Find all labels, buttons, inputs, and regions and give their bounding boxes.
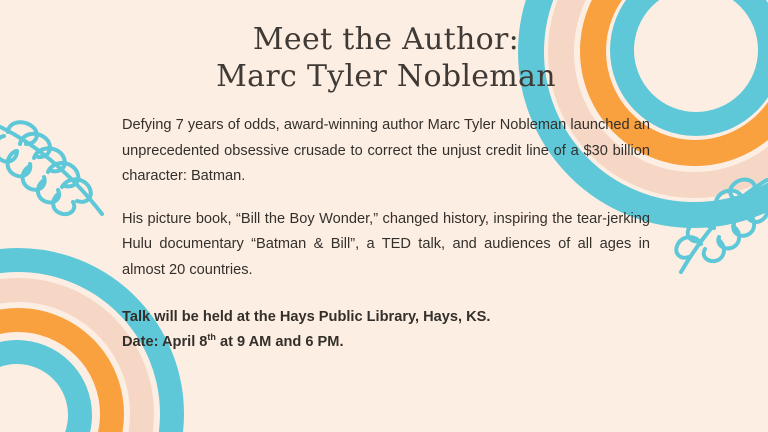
event-date-superscript: th bbox=[207, 332, 216, 343]
body-paragraph-1: Defying 7 years of odds, award-winning author Marc Tyler Nobleman launched an unprecedented obsessive crusade to correct the unjust credit line of a $30 billion character: Batman. bbox=[122, 117, 650, 185]
event-venue: Talk will be held at the Hays Public Library, Hays, KS. bbox=[122, 309, 491, 326]
body-paragraph-2: His picture book, “Bill the Boy Wonder,” changed history, inspiring the tear-jerking Hulu documentary “Batman & Bill”, a TED talk, and audiences of all ages in almost 20 countries. bbox=[122, 210, 650, 278]
title-line-1: Meet the Author: bbox=[252, 22, 520, 57]
event-date bbox=[122, 330, 650, 355]
event-details bbox=[122, 305, 650, 355]
event-date-suffix: at 9 AM and 6 PM. bbox=[215, 334, 344, 351]
title-line-2: Marc Tyler Nobleman bbox=[216, 58, 556, 94]
page-title bbox=[122, 22, 650, 95]
event-date-prefix: Date: April 8 bbox=[122, 334, 208, 351]
